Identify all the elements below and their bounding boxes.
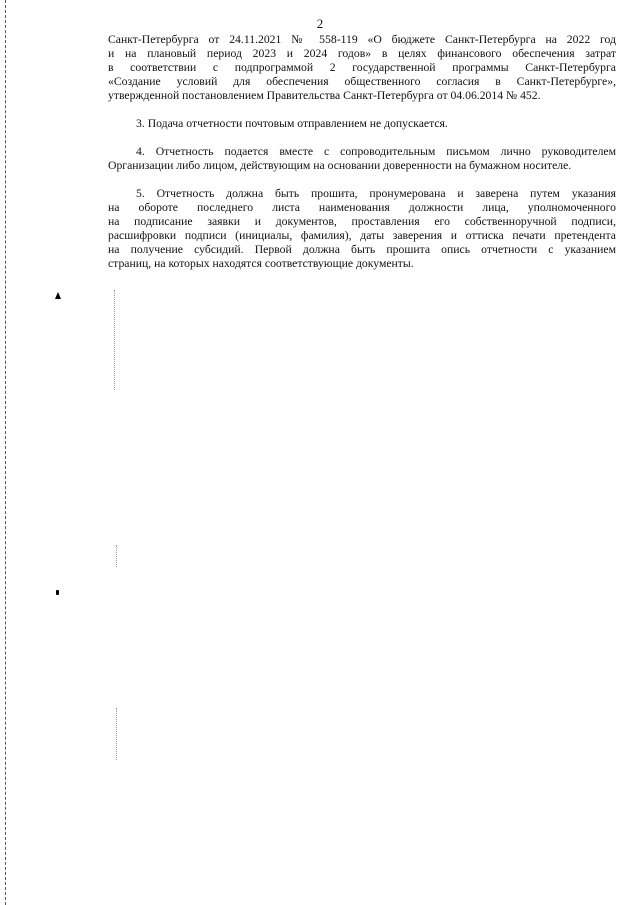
text-line: Организации либо лицом, действующим на основании доверенности на бумажном носителе. — [108, 159, 572, 172]
text-line: 3. Подача отчетности почтовым отправлением не допускается. — [136, 117, 448, 130]
text-line: Санкт-Петербурга от 24.11.2021 № 558-119 «О бюджете Санкт-Петербурга на 2022 год — [108, 33, 616, 46]
scan-line-artifact — [114, 290, 115, 390]
text-line: «Создание условий для обеспечения общественного согласия в Санкт-Петербурге», — [108, 75, 616, 88]
scan-line-artifact — [116, 708, 117, 760]
paragraph-item-5 — [108, 187, 616, 271]
text-line: утвержденной постановлением Правительства Санкт-Петербурга от 04.06.2014 № 452. — [108, 89, 541, 102]
paragraph-continuation — [108, 33, 616, 103]
text-line: 4. Отчетность подается вместе с сопроводительным письмом лично руководителем — [136, 145, 616, 158]
text-line: на получение субсидий. Первой должна быть прошита опись отчетности с указанием — [108, 243, 616, 256]
scan-mark-triangle — [55, 292, 61, 299]
text-line: 5. Отчетность должна быть прошита, пронумерована и заверена путем указания — [136, 187, 616, 200]
binding-edge — [5, 0, 6, 905]
text-line: расшифровки подписи (инициалы, фамилия), даты заверения и оттиска печати претендента — [108, 229, 616, 242]
paragraph-item-3 — [108, 117, 616, 131]
text-line: в соответствии с подпрограммой 2 государственной программы Санкт-Петербурга — [108, 61, 616, 74]
text-line: и на плановый период 2023 и 2024 годов» в целях финансового обеспечения затрат — [108, 47, 616, 60]
paragraph-item-4 — [108, 145, 616, 173]
scan-line-artifact — [116, 545, 117, 567]
text-line: на подписание заявки и документов, проставления его собственноручной подписи, — [108, 215, 616, 228]
scan-mark-dot — [56, 590, 59, 595]
page-number: 2 — [316, 16, 324, 31]
text-line: на обороте последнего листа наименования должности лица, уполномоченного — [108, 201, 616, 214]
document-body — [108, 33, 616, 271]
text-line: страниц, на которых находятся соответствующие документы. — [108, 257, 414, 270]
